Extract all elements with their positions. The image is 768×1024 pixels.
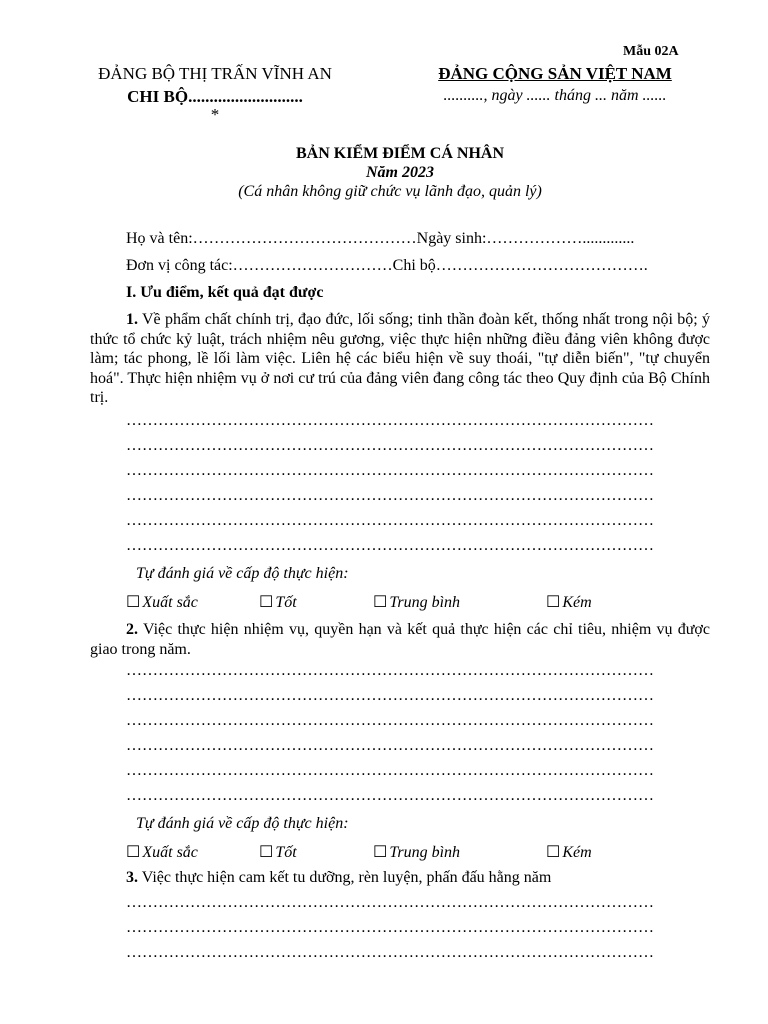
option-excellent[interactable]: ☐ Xuất sắc <box>126 844 198 861</box>
item-3-number: 3. <box>126 869 138 886</box>
checkbox-icon[interactable]: ☐ <box>259 594 274 611</box>
self-assessment-label: Tự đánh giá về cấp độ thực hiện: <box>136 815 349 832</box>
dotted-line[interactable]: ……………………………………………………………………………………… <box>126 537 654 554</box>
checkbox-icon[interactable]: ☐ <box>546 594 561 611</box>
item-3-text: Việc thực hiện cam kết tu dưỡng, rèn luyện, phấn đấu hằng năm <box>141 869 552 886</box>
unit-branch-field[interactable]: Đơn vị công tác:…………………………Chi bộ…………………………………. <box>126 257 648 274</box>
self-assessment-label: Tự đánh giá về cấp độ thực hiện: <box>136 565 349 582</box>
section-heading: I. Ưu điểm, kết quả đạt được <box>126 284 324 301</box>
dotted-line[interactable]: ……………………………………………………………………………………… <box>126 687 654 704</box>
item-1-answer-lines[interactable] <box>126 408 676 558</box>
option-poor[interactable]: ☐ Kém <box>546 844 592 861</box>
self-assessment-options-2 <box>0 842 768 864</box>
dotted-line[interactable]: ……………………………………………………………………………………… <box>126 662 654 679</box>
dotted-line[interactable]: ……………………………………………………………………………………… <box>126 944 654 961</box>
dotted-line[interactable]: ……………………………………………………………………………………… <box>126 737 654 754</box>
item-1-text: Về phẩm chất chính trị, đạo đức, lối sống; tinh thần đoàn kết, thống nhất trong nội bộ; ý thức tổ chức kỷ luật, trách nhiệm nêu gương, việc thực hiện những điều đảng viên không được làm; tác phong, lề lối làm việc. Liên hệ các biểu hiện về suy thoái, "tự diễn biến", "tự chuyển hoá". Thực hiện nhiệm vụ ở nơi cư trú của đảng viên đang công tác theo Quy định của Bộ Chính trị. <box>90 311 710 406</box>
item-2-answer-lines[interactable] <box>126 658 676 808</box>
dotted-line[interactable]: ……………………………………………………………………………………… <box>126 437 654 454</box>
dotted-line[interactable]: ……………………………………………………………………………………… <box>126 712 654 729</box>
dotted-line[interactable]: ……………………………………………………………………………………… <box>126 412 654 429</box>
dotted-line[interactable]: ……………………………………………………………………………………… <box>126 512 654 529</box>
checkbox-icon[interactable]: ☐ <box>126 844 141 861</box>
document-subtitle: (Cá nhân không giữ chức vụ lãnh đạo, quản lý) <box>238 183 542 200</box>
option-poor[interactable]: ☐ Kém <box>546 594 592 611</box>
option-good[interactable]: ☐ Tốt <box>259 844 297 861</box>
date-line: .........., ngày ...... tháng ... năm ...... <box>443 87 667 104</box>
checkbox-icon[interactable]: ☐ <box>259 844 274 861</box>
option-good[interactable]: ☐ Tốt <box>259 594 297 611</box>
dotted-line[interactable]: ……………………………………………………………………………………… <box>126 487 654 504</box>
option-average[interactable]: ☐ Trung bình <box>373 594 461 611</box>
dotted-line[interactable]: ……………………………………………………………………………………… <box>126 762 654 779</box>
option-excellent[interactable]: ☐ Xuất sắc <box>126 594 198 611</box>
item-2-paragraph <box>90 620 710 659</box>
item-2-number: 2. <box>126 621 138 638</box>
form-code: Mẫu 02A <box>623 44 679 59</box>
org-left-line2: CHI BỘ........................... <box>127 87 303 106</box>
checkbox-icon[interactable]: ☐ <box>373 844 388 861</box>
dotted-line[interactable]: ……………………………………………………………………………………… <box>126 919 654 936</box>
dotted-line[interactable]: ……………………………………………………………………………………… <box>126 787 654 804</box>
option-average[interactable]: ☐ Trung bình <box>373 844 461 861</box>
name-dob-field[interactable]: Họ và tên:……………………………………Ngày sinh:………………............. <box>126 230 635 247</box>
self-assessment-options-1 <box>0 592 768 614</box>
dotted-line[interactable]: ……………………………………………………………………………………… <box>126 894 654 911</box>
item-2-text: Việc thực hiện nhiệm vụ, quyền hạn và kết quả thực hiện các chỉ tiêu, nhiệm vụ được giao trong năm. <box>90 621 710 658</box>
dotted-line[interactable]: ……………………………………………………………………………………… <box>126 462 654 479</box>
item-1-number: 1. <box>126 311 138 328</box>
party-name: ĐẢNG CỘNG SẢN VIỆT NAM <box>438 64 672 83</box>
document-title: BẢN KIỂM ĐIỂM CÁ NHÂN <box>296 145 504 162</box>
document-year: Năm 2023 <box>366 164 434 181</box>
checkbox-icon[interactable]: ☐ <box>373 594 388 611</box>
item-3-answer-lines[interactable] <box>126 890 676 965</box>
checkbox-icon[interactable]: ☐ <box>546 844 561 861</box>
org-left-star: * <box>210 105 220 124</box>
item-3-paragraph <box>126 869 551 887</box>
item-1-paragraph <box>90 310 710 408</box>
checkbox-icon[interactable]: ☐ <box>126 594 141 611</box>
org-left-line1: ĐẢNG BỘ THỊ TRẤN VĨNH AN <box>98 64 332 83</box>
